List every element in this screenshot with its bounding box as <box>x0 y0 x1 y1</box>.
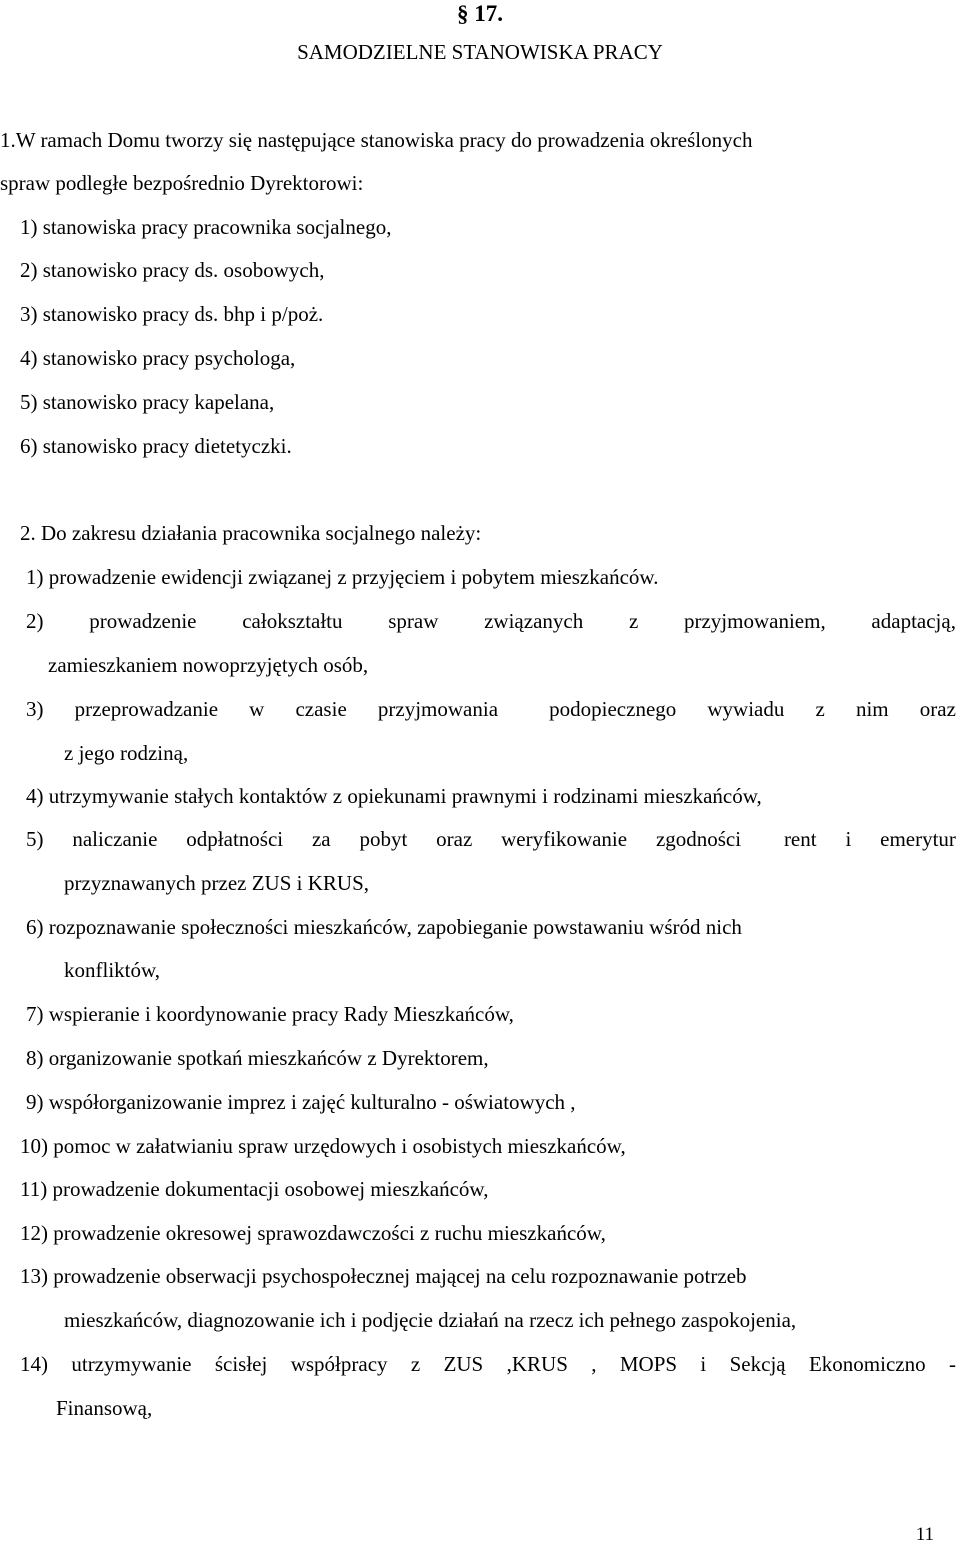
point2-item-2: 2) prowadzenie całokształtu spraw związanych z przyjmowaniem, adaptacją, <box>26 609 956 633</box>
point2-item-1: 1) prowadzenie ewidencji związanej z przyjęciem i pobytem mieszkańców. <box>26 565 659 589</box>
point2-item-14: 14) utrzymywanie ścisłej współpracy z ZUS ,KRUS , MOPS i Sekcją Ekonomiczno - <box>20 1352 956 1376</box>
point2-item-13-cont: mieszkańców, diagnozowanie ich i podjęcie działań na rzecz ich pełnego zaspokojenia, <box>64 1308 797 1332</box>
point2-item-10: 10) pomoc w załatwianiu spraw urzędowych i osobistych mieszkańców, <box>20 1134 626 1158</box>
point2-item-8: 8) organizowanie spotkań mieszkańców z Dyrektorem, <box>26 1046 489 1070</box>
point2-intro: 2. Do zakresu działania pracownika socjalnego należy: <box>20 521 482 545</box>
page-number: 11 <box>915 1524 934 1545</box>
point1-intro-line1: 1.W ramach Domu tworzy się następujące stanowiska pracy do prowadzenia określonych <box>0 128 753 152</box>
point1-item: 3) stanowisko pracy ds. bhp i p/poż. <box>20 302 324 326</box>
point1-item: 2) stanowisko pracy ds. osobowych, <box>20 258 325 282</box>
point1-intro-line2: spraw podległe bezpośrednio Dyrektorowi: <box>0 171 364 195</box>
point2-item-3: 3) przeprowadzanie w czasie przyjmowania podopiecznego wywiadu z nim oraz <box>26 697 956 721</box>
point2-item-6: 6) rozpoznawanie społeczności mieszkańców, zapobieganie powstawaniu wśród nich <box>26 915 742 939</box>
point2-item-2-cont: zamieszkaniem nowoprzyjętych osób, <box>48 653 369 677</box>
point2-item-12: 12) prowadzenie okresowej sprawozdawczości z ruchu mieszkańców, <box>20 1221 606 1245</box>
point2-item-14-cont: Finansową, <box>56 1396 153 1420</box>
point1-item: 1) stanowiska pracy pracownika socjalnego, <box>20 215 392 239</box>
point2-item-5-cont: przyznawanych przez ZUS i KRUS, <box>64 871 369 895</box>
point2-item-3-cont: z jego rodziną, <box>64 741 189 765</box>
point2-item-13: 13) prowadzenie obserwacji psychospołecznej mającej na celu rozpoznawanie potrzeb <box>20 1264 747 1288</box>
point2-item-5: 5) naliczanie odpłatności za pobyt oraz weryfikowanie zgodności rent i emerytur <box>26 827 956 851</box>
section-number: § 17. <box>457 1 503 26</box>
point2-item-11: 11) prowadzenie dokumentacji osobowej mieszkańców, <box>20 1177 489 1201</box>
point1-item: 4) stanowisko pracy psychologa, <box>20 346 296 370</box>
point1-item: 5) stanowisko pracy kapelana, <box>20 390 275 414</box>
point2-item-9: 9) współorganizowanie imprez i zajęć kulturalno - oświatowych , <box>26 1090 576 1114</box>
point2-item-7: 7) wspieranie i koordynowanie pracy Rady Mieszkańców, <box>26 1002 514 1026</box>
section-title: SAMODZIELNE STANOWISKA PRACY <box>297 40 663 64</box>
point2-item-4: 4) utrzymywanie stałych kontaktów z opiekunami prawnymi i rodzinami mieszkańców, <box>26 784 762 808</box>
point2-item-6-cont: konfliktów, <box>64 958 161 982</box>
point1-item: 6) stanowisko pracy dietetyczki. <box>20 434 292 458</box>
